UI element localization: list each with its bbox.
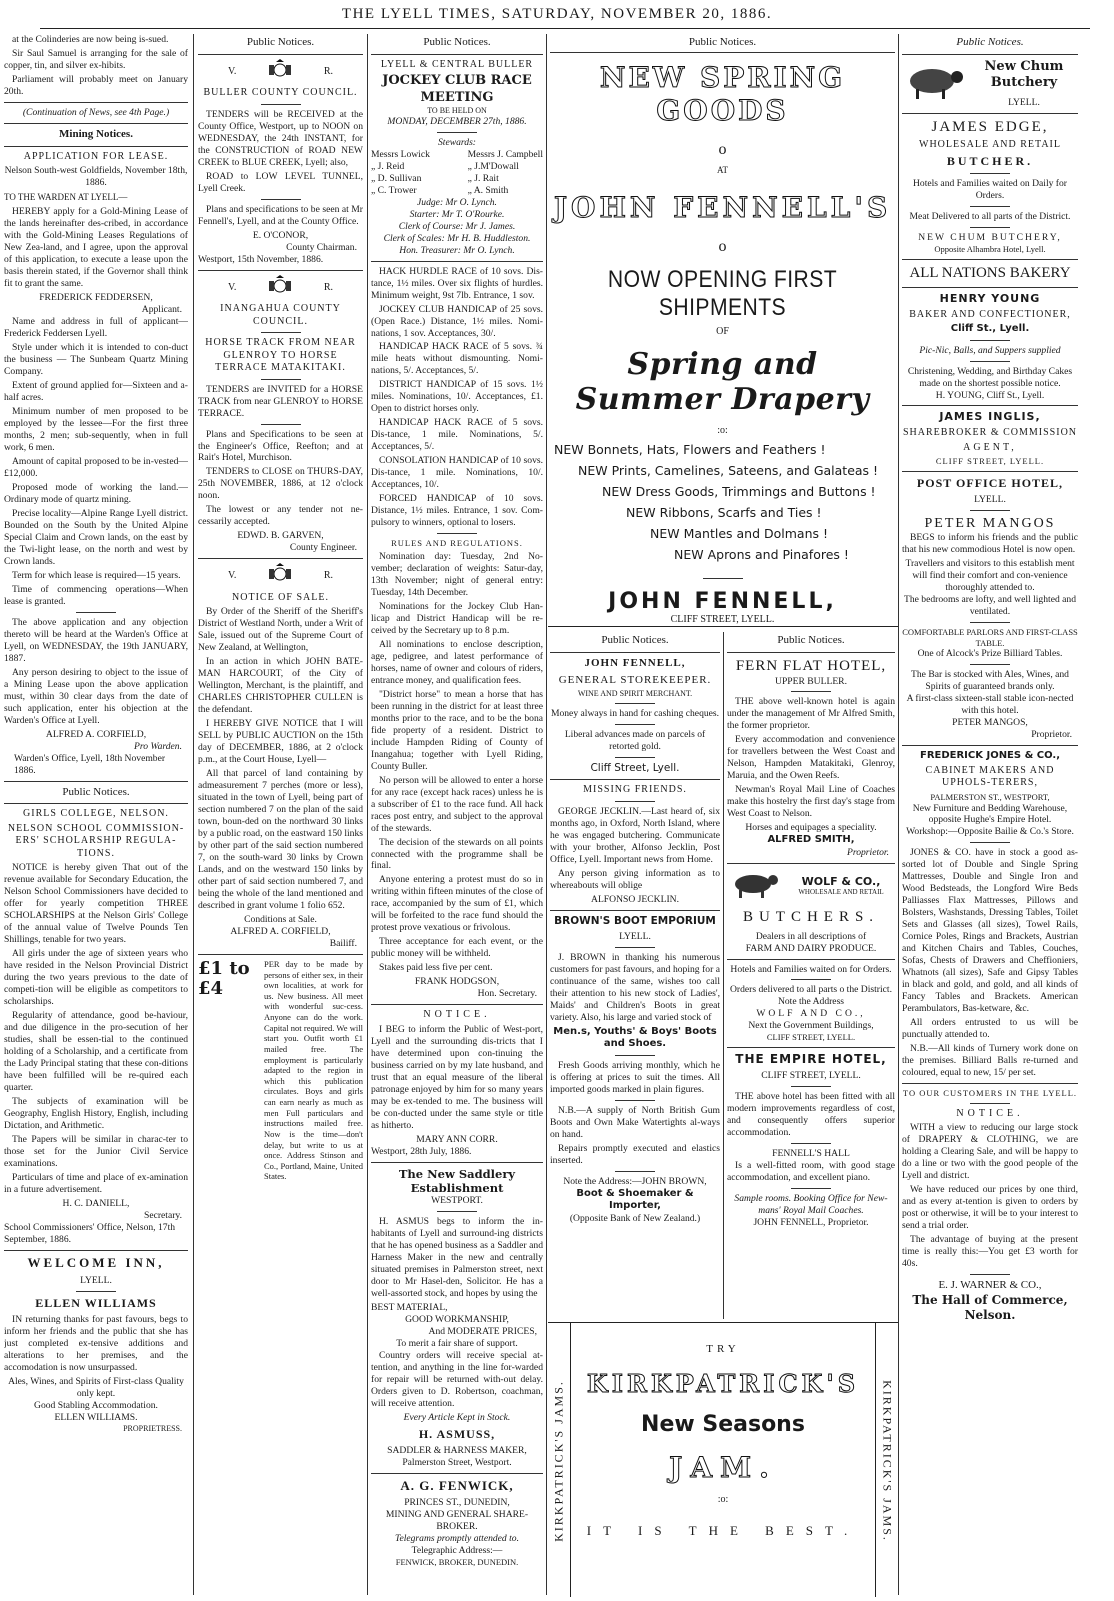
section-heading: Public Notices. — [423, 36, 491, 48]
ad-name: A. G. FENWICK, — [400, 1478, 514, 1494]
ad-line: NEW Ribbons, Scarfs and Ties ! — [626, 505, 822, 520]
column-rule — [193, 34, 194, 1595]
ad-line: Telegraphic Address:— — [411, 1545, 503, 1557]
notice-body: TENDERS are INVITED for a HORSE TRACK from near GLENROY to HORSE TERRACE. — [198, 383, 363, 419]
news-line: Sir Saul Samuel is arranging for the sale of copper, tin, and silver ex-hibits. — [4, 47, 188, 71]
chum-header — [902, 59, 1078, 109]
ad-address: CLIFF STREET, LYELL. — [670, 614, 775, 625]
section-heading: Public Notices. — [956, 36, 1024, 48]
steward: „ D. Sullivan — [371, 172, 422, 184]
ad-body: Is a well-fitted room, with good stage accommodation, and excellent piano. — [727, 1159, 895, 1183]
ad-body: Travellers and visitors to this establish ment will find their comfort and con-venience thoroughly attended to. — [905, 558, 1075, 594]
steward: „ J.M'Dowall — [467, 160, 519, 172]
column-4a — [550, 632, 720, 1317]
stewards-list — [371, 149, 543, 197]
ad-line: Meat Delivered to all parts of the District. — [909, 211, 1071, 223]
notice-body: All girls under the age of sixteen years who have resided in the Nelson Provincial District during the two years previous to the date of competi-tion will be eligible as competitors to scholarships. — [4, 948, 188, 1008]
column-3 — [371, 34, 543, 1597]
crest-letter: V. — [228, 570, 237, 582]
notice-body: Any person giving information as to whereabouts will oblige — [550, 867, 720, 891]
signer-name: JOHN FENNELL, Proprietor. — [753, 1216, 869, 1228]
race-item: CONSOLATION HANDICAP of 10 sovs. Dis-tance, 1 mile. Nominations, 10/. Acceptances, 10/. — [371, 455, 543, 491]
ad-line: Telegrams promptly attended to. — [394, 1533, 519, 1545]
continuation-note: (Continuation of News, see 4th Page.) — [22, 106, 170, 118]
ad-body: Newman's Royal Mail Line of Coaches make this hostelry the first day's stage from West Coast to Nelson. — [727, 784, 895, 820]
lease-item: Term for which lease is required—15 years. — [12, 569, 181, 581]
ad-line: Boot & Shoemaker & Importer, — [576, 1187, 694, 1212]
notice-body: Plans and Specifications to be seen at the Engineer's Office, Reefton; and at Rait's Hotel, Murchison. — [198, 428, 363, 464]
separator: o — [718, 141, 727, 158]
official: Clerk of Scales: Mr H. B. Huddleston. — [383, 232, 531, 244]
ad-line: One of Alcock's Prize Billiard Tables. — [917, 648, 1063, 660]
ad-line: FENWICK, BROKER, DUNEDIN. — [395, 1557, 519, 1568]
official: Hon. Treasurer: Mr O. Lynch. — [399, 244, 515, 256]
notice-body: Particulars of time and place of ex-amination in a future advertisement. — [4, 1172, 188, 1196]
notice-title: NOTICE. — [956, 1107, 1024, 1119]
notice-body: The Papers will be similar in charac-ter to those set for the Junior Civil Service examinations. — [4, 1134, 188, 1170]
ad-line: NEW Bonnets, Hats, Flowers and Feathers ! — [554, 442, 826, 457]
signer-role: Secretary. — [144, 1209, 182, 1221]
ad-line: GOOD WORKMANSHIP, — [405, 1314, 509, 1326]
ad-place: UPPER BULLER. — [775, 675, 847, 687]
steward: „ A. Smith — [467, 184, 509, 196]
kirkpatrick-ad — [548, 1322, 898, 1597]
ad-line: A first-class sixteen-stall stable icon-nected with this hotel. — [906, 693, 1074, 717]
office-line: Warden's Office, Lyell, 18th November 1886. — [14, 752, 166, 776]
ad-name: JOHN FENNELL, — [608, 589, 837, 614]
notice-title: MISSING FRIENDS. — [583, 784, 687, 796]
fennell-ad — [550, 34, 895, 626]
ad-title: New Chum Butchery — [984, 58, 1064, 90]
of-label: OF — [716, 326, 729, 337]
ad-body: BEGS to inform his friends and the public that his new commodious Hotel is now open. — [902, 532, 1078, 556]
ad-name: JAMES INGLIS, — [939, 410, 1041, 424]
ad-title: FERN FLAT HOTEL, — [735, 657, 887, 674]
lease-item: Minimum number of men proposed to be employed by the lessee—For the first three months, 2 men; sub-sequently, when in full work, 6 men. — [4, 406, 188, 454]
royal-crest-row — [198, 59, 363, 86]
steward: „ J. Reid — [371, 160, 405, 172]
ad-line: BUTCHER. — [946, 154, 1034, 169]
rule-item: Nomination day: Tuesday, 2nd No-vember; declaration of weights: Satur-day, 13th November; night of general entry: Tuesday, 14th December. — [371, 550, 543, 598]
ad-body: JONES & CO. have in stock a good as-sorted lot of Double and Single Spring Mattresses, Double and Single Iron and Wood Bedsteads, the Longford Wire Beds Palliasses Flax Mattresses, Pillows and Bolsters, Washstands, Dressing Tables, Toilet Sets and Glasses (all sizes), Towel Rails, Cornice Poles, Rings and Brackets, Austrian and Kitchen Chairs and Tables, Couches, Sofas, Chests of Drawers and Cheffioniers, Whatnots (all sizes), Safe and Gipsy Tables in black and gold, and gold, and all kinds of Fancy Tables and Brackets. American Perambulators, Bas-ketware, &c. — [902, 847, 1078, 1015]
ad-address: Cliff St., Lyell. — [950, 323, 1030, 335]
date-line: Westport, 15th November, 1886. — [198, 253, 324, 265]
ad-body: The bedrooms are lofty, and well lighted and ventilated. — [903, 594, 1076, 618]
rule-item: Stakes paid less five per cent. — [379, 962, 493, 974]
column-5 — [902, 34, 1078, 1597]
stewards-label: Stewards: — [437, 136, 477, 148]
ad-sub: SHAREBROKER & COMMISSION — [902, 427, 1078, 439]
news-line: Parliament will probably meet on January 20th. — [4, 73, 188, 97]
ad-line: NEW Mantles and Dolmans ! — [650, 526, 828, 541]
column-rule — [898, 34, 899, 1595]
ad-line: Pic-Nic, Balls, and Suppers supplied — [919, 344, 1061, 356]
ad-title: FREDERICK JONES & CO., — [919, 750, 1060, 762]
crest-letter: R. — [323, 65, 333, 77]
shop-name: JOHN FENNELL'S — [553, 191, 892, 224]
ad-line: Hotels and Families waited on for Orders. — [730, 963, 892, 975]
race-item: HANDICAP HACK RACE of 5 sovs. ¾ mile heats without dismounting. Nomi-nations, 5/. Acceptances, 5/. — [371, 341, 543, 377]
ad-body: N.B.—A supply of North British Gum Boots and Own Make Watertights al-ways on hand. — [550, 1104, 720, 1140]
section-heading: Public Notices. — [688, 36, 757, 48]
ad-name: JOHN FENNELL, — [584, 656, 686, 669]
separator: o — [718, 238, 727, 255]
ad-line: FARM AND DAIRY PRODUCE. — [745, 942, 877, 954]
signer-name: H. YOUNG, Cliff St., Lyell. — [935, 389, 1045, 401]
separator: :o: — [717, 425, 728, 436]
signer-role: Applicant. — [141, 304, 182, 316]
ad-line: (Opposite Bank of New Zealand.) — [569, 1212, 701, 1224]
ad-address: CLIFF STREET, LYELL. — [761, 1070, 861, 1082]
notice-body: GEORGE JECKLIN.—Last heard of, six months ago, in Oxford, North Island, where he was engaged butchering. Communicate with your brother, Alfonso Jecklin, Post Office, Lyell. Important news from Home. — [550, 805, 720, 865]
event-held: TO BE HELD ON — [427, 105, 487, 115]
ad-line: Note the Address — [777, 996, 845, 1008]
ad-line: NEW CHUM BUTCHERY, — [918, 232, 1062, 244]
ad-role: GENERAL STOREKEEPER. — [558, 673, 712, 686]
ad-title: The Hall of Commerce, Nelson. — [912, 1292, 1068, 1322]
ad-line: Every Article Kept in Stock. — [403, 1412, 511, 1424]
ad-body: Every accommodation and convenience for travellers between the West Coast and Nelson, Hampden Matakitaki, Glenroy, Maruia, and the Owen Reefs. — [727, 734, 895, 782]
lease-item: Name and address in full of applicant—Frederick Feddersen Lyell. — [4, 316, 188, 340]
side-text: KIRKPATRICK'S JAMS. — [551, 1380, 566, 1542]
column-4b — [727, 632, 895, 1317]
signer-role: Bailiff. — [329, 937, 357, 949]
signer-name: FRANK HODGSON, — [414, 976, 500, 988]
signer-role: Pro Warden. — [134, 740, 182, 752]
ad-title: POST OFFICE HOTEL, — [916, 475, 1064, 490]
notice-body: TENDERS will be RECEIVED at the County Office, Westport, up to NOON on WEDNESDAY, the 24th INSTANT, for the CONSTRUCTION of ROAD NEW CREEK to BLUE CREEK, Lyell; also, — [198, 108, 363, 168]
notice-body: ROAD to LOW LEVEL TUNNEL, Lyell Creek. — [198, 170, 363, 194]
notice-body: NOTICE is hereby given That out of the revenue available for Secondary Education, the Nelson School Commissioners have decided to offer for yearly competition THREE SCHOLARSHIPS at the Nelson Girls' College of the annual value of Twelve Pounds Ten Shillings, tenable for two years. — [4, 862, 188, 946]
ad-address: PALMERSTON ST., WESTPORT, — [930, 791, 1050, 802]
race-item: DISTRICT HANDICAP of 15 sovs. 1½ miles. Nominations, 10/. Acceptances, £1. Open to district horses only. — [371, 379, 543, 415]
ad-title: NEW SPRING GOODS — [599, 61, 846, 127]
sheep-icon — [902, 63, 966, 105]
ad-title: ALL NATIONS BAKERY — [909, 265, 1071, 282]
signer-name: E. J. WARNER & CO., — [938, 1279, 1042, 1292]
crest-letter: V. — [228, 65, 237, 77]
lease-item: Style under which it is intended to con-duct the business — The Sunbeam Quartz Mining Company. — [4, 342, 188, 378]
signer-role: Proprietor. — [1031, 729, 1072, 741]
ad-line: Money always in hand for cashing cheques. — [550, 708, 720, 720]
race-item: JOCKEY CLUB HANDICAP of 25 sovs. (Open Race.) Distance, 1½ miles. Nomi-nations, 1 sov. Acceptances, 30/. — [371, 303, 543, 339]
money-ad-body: PER day to be made by persons of either sex, in their own localities, at work for us. New business. All meet with wonderful suc-cess. Anyone can do the work. Capital not required. We will start you. Outfit worth £1 mailed free. The employment is particularly adapted to the region in which this publication circulates. Boys and girls can earn nearly as much as men Full particulars and instructions mailed free. Now is the time—don't delay, but write to us at once. Address Stinson and Co., Portland, Maine, United States. — [264, 958, 363, 1182]
notice-body: Any person desiring to object to the issue of a Mining Lease upon the above application must, within 30 clear days from the date of such application, enter his objection at the Warden's Office at Lyell. — [4, 666, 188, 726]
section-heading: Public Notices. — [62, 785, 130, 798]
notice-title: BULLER COUNTY COUNCIL. — [203, 87, 358, 99]
column-rule — [546, 34, 547, 1595]
separator: :o: — [717, 1494, 729, 1505]
side-text: KIRKPATRICK'S JAMS. — [880, 1380, 895, 1542]
notice-subtitle: HORSE TRACK FROM NEAR GLENROY TO HORSE TERRACE MATAKITAKI. — [205, 337, 356, 374]
notice-body: By Order of the Sheriff of the Sheriff's District of Westland North, under a Writ of Sale, issued out of the Supreme Court of New Zealand, at Wellington, — [198, 606, 363, 654]
signer-name: ALFRED A. CORFIELD, — [45, 728, 147, 740]
race-item: HANDICAP HACK RACE of 5 sovs. Dis-tance, 1 mile. Nominations, 5/. Acceptances, 5/. — [371, 417, 543, 453]
ad-line: NEW Prints, Camelines, Sateens, and Galateas ! — [578, 463, 879, 478]
notice-title: NOTICE OF SALE. — [232, 591, 329, 603]
money-ad — [198, 959, 363, 1182]
ad-try: TRY — [706, 1343, 740, 1355]
date-line: Westport, 28th July, 1886. — [371, 1145, 472, 1157]
notice-body: HEREBY apply for a Gold-Mining Lease of the lands hereinafter des-cribed, in accordance with the Gold-Mining Leases Regulations of New Zea-land, and I agree, upon the approval of this application, to execute a lease upon the basis therein stated, if the Governor shall think fit to grant the same. — [4, 206, 188, 290]
ad-sub: New Seasons — [641, 1412, 805, 1437]
ad-body: MINING AND GENERAL SHARE-BROKER. — [385, 1509, 529, 1533]
steward: Messrs J. Campbell — [467, 148, 543, 160]
notice-title: NOTICE. — [423, 1009, 491, 1021]
ad-line: NEW Aprons and Pinafores ! — [674, 547, 849, 562]
notice-body: Plans and specifications to be seen at Mr Fennell's, Lyell, and at the County Office. — [198, 203, 363, 227]
crest-letter: V. — [228, 281, 237, 293]
steward: „ C. Trower — [371, 184, 417, 196]
ad-body: J. BROWN in thanking his numerous customers for past favours, and hoping for a continuance of the same, wishes too call their attention to his new stock of Ladies', Maids' and Children's Boots in great variety. Also, his large and varied stock of — [550, 951, 720, 1023]
notice-body: I HEREBY GIVE NOTICE that I will SELL by PUBLIC AUCTION on the 15th day of DECEMBER, 1886, at 2 o'clock p.m., at the Court House, Lyell— — [198, 718, 363, 766]
official: Starter: Mr T. O'Rourke. — [409, 208, 505, 220]
ad-name: HENRY YOUNG — [939, 291, 1041, 305]
ad-line: The Bar is stocked with Ales, Wines, and Spirits of guaranteed brands only. — [911, 669, 1069, 693]
signer-role: County Chairman. — [286, 241, 357, 253]
office-line: School Commissioners' Office, Nelson, 17th September, 1886. — [4, 1221, 176, 1245]
ad-line: To merit a fair share of support. — [396, 1338, 518, 1350]
ad-sub: WHOLESALE AND RETAIL — [798, 888, 884, 897]
ad-body: H. ASMUS begs to inform the in-habitants of Lyell and surround-ing districts that he has opened business as a Saddler and Harness Maker in the new and centrally situated premises in Palmerston street, next door to Mr Hasel-den, Solicitor. He has a well-assorted stock, and hopes by using the — [371, 1216, 543, 1300]
money-ad-big: £1 to £4 — [198, 957, 250, 999]
masthead: THE LYELL TIMES, SATURDAY, NOVEMBER 20, 1886. — [341, 6, 773, 22]
ad-line: Men.s, Youths' & Boys' Boots and Shoes. — [553, 1025, 717, 1050]
royal-crest-icon — [265, 59, 295, 86]
rule-item: Anyone entering a protest must do so in writing within fifteen minutes of the close of race, accompanied by the sum of £1, which will be forfeited to the race fund should the protest prove vexatious or frivolous. — [371, 874, 543, 934]
ad-butchers: BUTCHERS. — [742, 908, 880, 925]
ad-place: LYELL. — [619, 930, 651, 942]
race-item: HACK HURDLE RACE of 10 sovs. Dis-tance, 1½ miles. Over six flights of hurdles. Minimum weight, 9st 7lb. Entrance, 1 sov. — [371, 265, 543, 301]
signer-name: H. ASMUSS, — [418, 1427, 496, 1442]
signer-name: FREDERICK FEDDERSEN, — [39, 292, 153, 304]
ad-title: The New Saddlery Establishment — [398, 1166, 516, 1196]
signer-role: Hon. Secretary. — [477, 988, 537, 1000]
ad-body: N.B.—All kinds of Turnery work done on the premises. Billiard Balls re-turned and coloured, equal to new, 15/ per set. — [902, 1043, 1078, 1079]
official: Clerk of Course: Mr J. James. — [398, 220, 516, 232]
ad-place: LYELL. — [80, 1275, 112, 1287]
event-title: JOCKEY CLUB RACE MEETING — [382, 73, 532, 105]
notice-title: INANGAHUA COUNTY COUNCIL. — [220, 303, 341, 327]
ad-line: And MODERATE PRICES, — [428, 1326, 537, 1338]
ad-name: PETER MANGOS — [924, 515, 1056, 531]
section-heading: Public Notices. — [777, 634, 845, 646]
ad-line: Liberal advances made on parcels of retorted gold. — [564, 729, 706, 753]
column-rule — [723, 632, 724, 1319]
side-strip — [875, 1323, 898, 1597]
ad-line: Workshop:—Opposite Bailie & Co.'s Store. — [906, 826, 1074, 838]
column-1 — [4, 34, 188, 1597]
signer-name: ALFONSO JECKLIN. — [591, 893, 679, 905]
notice-heading: TO OUR CUSTOMERS IN THE LYELL. — [902, 1088, 1078, 1099]
crest-letter: R. — [323, 281, 333, 293]
ad-body: THE above hotel has been fitted with all modern improvements regardless of cost, and consequently offers superior accommodation. — [727, 1091, 895, 1138]
signer-name: E. O'CONOR, — [252, 229, 309, 241]
ad-line: WOLF AND CO., — [756, 1008, 866, 1020]
signer-name: ALFRED A. CORFIELD, — [230, 925, 331, 937]
ad-title: WELCOME INN, — [27, 1254, 165, 1270]
rule-item: The decision of the stewards on all points connected with the programme shall be final. — [371, 836, 543, 872]
section-heading: Public Notices. — [246, 36, 315, 48]
notice-body: The lowest or any tender not ne-cessarily accepted. — [198, 504, 363, 528]
ad-sub: CABINET MAKERS AND UPHOLS-TERERS, — [925, 764, 1055, 789]
signer-name: PETER MANGOS, — [952, 717, 1028, 729]
signer-name: EDWD. B. GARVEN, — [237, 530, 324, 542]
ad-body: Country orders will receive special at-tention, and anything in the line for-warded for repair will be returned with-out delay. Orders given to D. Robertson, coachman, will receive attention. — [371, 1350, 543, 1410]
ad-line: Horses and equipages a speciality. — [745, 822, 877, 834]
ad-line: BEST MATERIAL, — [371, 1302, 448, 1314]
signer-name: H. C. DANIELL, — [62, 1198, 130, 1209]
ad-place: LYELL. — [974, 493, 1006, 505]
lease-item: Amount of capital proposed to be in-vested—£12,000. — [4, 456, 188, 480]
signer-name: ALFRED SMITH, — [767, 834, 855, 846]
ad-body: Repairs promptly executed and elastics inserted. — [550, 1142, 720, 1166]
ad-headline: NOW OPENING FIRST SHIPMENTS — [607, 266, 838, 321]
signer-role: SADDLER & HARNESS MAKER, — [387, 1445, 527, 1457]
ad-line: Christening, Wedding, and Birthday Cakes made on the shortest possible notice. — [907, 365, 1073, 389]
crest-letter: R. — [323, 570, 333, 582]
notice-dateline: Nelson South-west Goldfields, November 18th, 1886. — [4, 165, 188, 189]
notice-body: WITH a view to reducing our large stock of DRAPERY & CLOTHING, we are holding a Clearing Sale, and will be happy to do a line or two with the good people of the Lyell and district. — [902, 1122, 1078, 1182]
ad-line: WINE AND SPIRIT MERCHANT. — [577, 689, 693, 699]
ad-sub: WHOLESALE AND RETAIL — [919, 138, 1061, 150]
wolf-header — [727, 868, 895, 904]
ad-drapery: Spring and Summer Drapery — [575, 347, 870, 417]
signer-role: Proprietor. — [846, 846, 889, 858]
signer-role: County Engineer. — [289, 542, 357, 554]
rule-item: Three acceptance for each event, or the public money will be withheld. — [371, 936, 543, 960]
ad-line: New Furniture and Bedding Warehouse, opposite Hughe's Empire Hotel. — [912, 802, 1068, 826]
ad-title: KIRKPATRICK'S — [586, 1369, 860, 1398]
event-date: MONDAY, DECEMBER 27th, 1886. — [387, 115, 527, 127]
rule-item: All nominations to enclose description, age, pedigree, and latest performance of horses, name of owner and colours of riders, entrance money, and qualification fees. — [371, 638, 543, 686]
ad-body: THE above well-known hotel is again under the management of Mr Alfred Smith, the former proprietor. — [727, 696, 895, 732]
ad-title: FENNELL'S HALL — [772, 1147, 850, 1159]
notice-subtitle: NELSON SCHOOL COMMISSION-ERS' SCHOLARSHIP REGULA-TIONS. — [7, 822, 185, 859]
masthead-rule — [40, 28, 1090, 29]
signer-role: PROPRIETRESS. — [123, 1424, 182, 1434]
ad-body: Fresh Goods arriving monthly, which he is offering at prices to suit the times. All imported goods marked in plain figures. — [550, 1059, 720, 1095]
notice-body: The above application and any objection thereto will be heard at the Warden's Office at Lyell, on WEDNESDAY, the 19th JANUARY, 1887. — [4, 616, 188, 664]
ad-line: Ales, Wines, and Spirits of First-class Quality only kept. — [8, 1376, 184, 1400]
column-rule — [367, 34, 368, 1595]
column-2 — [198, 34, 363, 1597]
notice-title: GIRLS COLLEGE, NELSON. — [23, 808, 169, 820]
lease-item: Proposed mode of working the land.—Ordinary mode of quartz mining. — [4, 482, 188, 506]
ad-line: Sample rooms. Booking Office for New-mans' Royal Mail Coaches. — [734, 1192, 888, 1216]
royal-crest-icon — [265, 563, 295, 590]
ad-address: Palmerston Street, Westport. — [402, 1457, 512, 1469]
ox-icon — [727, 868, 783, 904]
official: Judge: Mr O. Lynch. — [417, 196, 497, 208]
news-line: at the Colinderies are now being is-sued. — [12, 34, 169, 45]
ad-line: Next the Government Buildings, — [748, 1020, 874, 1032]
ad-address: CLIFF STREET, LYELL. — [935, 456, 1045, 467]
ad-line: NEW Dress Goods, Trimmings and Buttons ! — [602, 484, 876, 499]
rule-item: No person will be allowed to enter a horse for any race (except hack races) unless he is a subscriber of £1 to the race fund. All hack races post entry, and subject to the approval of the stewards. — [371, 774, 543, 834]
ad-line: Opposite Alhambra Hotel, Lyell. — [934, 244, 1046, 255]
ad-jam: JAM. — [669, 1451, 777, 1484]
ad-address: PRINCES ST., DUNEDIN, — [404, 1497, 510, 1509]
event-subtitle: LYELL & CENTRAL BULLER — [380, 58, 534, 70]
rules-heading: RULES AND REGULATIONS. — [391, 538, 523, 549]
ad-body: All orders entrusted to us will be punctually attended to. — [902, 1017, 1078, 1041]
ad-place: LYELL. — [1008, 97, 1040, 109]
notice-body: TENDERS to CLOSE on THURS-DAY, 25th NOVEMBER, 1886, at 12 o'clock noon. — [198, 466, 363, 502]
ad-tagline: IT IS THE BEST. — [586, 1523, 860, 1538]
lease-item: Precise locality—Alpine Range Lyell district. Bounded on the South by the United Alpine Special Claim and Crown lands, on the east by the Twi-light lease, on the north and west by Crown lands. — [4, 508, 188, 567]
ad-place: WESTPORT. — [431, 1195, 483, 1207]
royal-crest-row — [198, 563, 363, 590]
steward: Messrs Lowick — [371, 148, 430, 160]
notice-body: In an action in which JOHN BATE-MAN HARCOURT, of the City of Wellington, Merchant, is the plaintiff, and CHARLES CHRISTOPHER CULLEN is the defendant. — [198, 656, 363, 716]
side-strip — [548, 1323, 571, 1597]
rule-item: "District horse" to mean a horse that has been running in the district for at least three months prior to the race, and to be the bona fide property of a resident. District to include Hampden Riding of County of Inangahua; together with Lyell Riding, County Buller. — [371, 688, 543, 772]
ad-title: WOLF & CO., — [801, 874, 881, 888]
ad-line: CLIFF STREET, LYELL. — [766, 1032, 856, 1043]
ad-name: ELLEN WILLIAMS — [35, 1296, 157, 1311]
ad-line: Orders delivered to all parts o the District. — [730, 984, 892, 996]
steward: „ J. Rait — [467, 172, 499, 184]
notice-body: The advantage of buying at the present time is really this:—You get £3 worth for 40s. — [902, 1234, 1078, 1270]
at-label: AT — [717, 165, 728, 175]
divider — [548, 626, 898, 627]
rule-item: Nominations for the Jockey Club Han-licap and District Handicap will be re-ceived by the Secretary up to 8 p.m. — [371, 600, 543, 636]
ad-title: THE EMPIRE HOTEL, — [735, 1052, 887, 1067]
ad-line: Dealers in all descriptions of — [755, 930, 867, 942]
ad-title: BROWN'S BOOT EMPORIUM — [554, 914, 716, 927]
ad-address: Cliff Street, Lyell. — [590, 762, 680, 775]
lease-item: Extent of ground applied for—Sixteen and a-half acres. — [4, 380, 188, 404]
notice-body: We have reduced our prices by one third, and as every at-tention is given to orders by post or otherwise, it will be to your interest to send a trial order. — [902, 1184, 1078, 1232]
notice-body: The subjects of examination will be Geography, English History, English, including Dictation, and Arithmetic. — [4, 1096, 188, 1132]
ad-body: IN returning thanks for past favours, begs to inform her friends and the public that she has just completed ex-tensive additions and alterations to her premises, and the accomodation is now unsurpassed. — [4, 1314, 188, 1374]
race-item: FORCED HANDICAP of 10 sovs. Distance, 1½ miles. Entrance, 1 sov. Com-pulsory to winners, optional to losers. — [371, 493, 543, 529]
notice-title: APPLICATION FOR LEASE. — [23, 150, 169, 162]
ad-line: COMFORTABLE PARLORS AND FIRST-CLASS TABLE. — [902, 627, 1078, 648]
royal-crest-row — [198, 275, 363, 302]
ad-name: JAMES EDGE, — [931, 119, 1049, 136]
notice-address: TO THE WARDEN AT LYELL— — [4, 192, 128, 203]
notice-body: I BEG to inform the Public of West-port, Lyell and the surrounding dis-tricts that I have determined upon con-tinuing the business carried on by my late husband, and trust that an equal measure of the liberal patronage enjoyed by him for so many years may be ex-tended to me. The business will be con-ducted under the same style or title as hitherto. — [371, 1023, 543, 1131]
notice-body: Regularity of attendance, good be-haviour, and due diligence in the pro-secution of her studies, shall be essen-tial to the continued holding of a Scholarship, and a certificate from the Lady Principal stating that these con-ditions have been fulfilled will be re-quired each quarter. — [4, 1010, 188, 1094]
signer-name: ELLEN WILLIAMS. — [54, 1412, 138, 1424]
ad-line: Good Stabling Accommodation. — [34, 1400, 158, 1412]
ad-line: Note the Address:—JOHN BROWN, — [563, 1175, 707, 1187]
ad-sub: BAKER AND CONFECTIONER, — [909, 308, 1071, 320]
royal-crest-icon — [265, 275, 295, 302]
ad-line: Hotels and Families waited on Daily for Orders. — [912, 178, 1067, 202]
notice-body: All that parcel of land containing by admeasurement 7 perches (more or less), situated in the town of Lyell, being part of section numbered 7 on the plan of the said town, boun-ded on the northward 30 links by a public road, on the eastward 150 links by other part of the said section numbered 7, on the south-ward 30 links by Crown Lands, and on the westward 150 links by other part of said section numbered 7, and being the whole of the land mentioned and described in grant volume 1 folio 652. — [198, 768, 363, 911]
lease-item: Time of commencing operations—When lease is granted. — [4, 583, 188, 607]
ad-line: AGENT, — [963, 441, 1017, 453]
notice-line: Conditions at Sale. — [244, 913, 317, 925]
section-heading: Public Notices. — [601, 634, 669, 646]
section-heading: Mining Notices. — [59, 127, 133, 140]
signer-name: MARY ANN CORR. — [416, 1133, 498, 1145]
